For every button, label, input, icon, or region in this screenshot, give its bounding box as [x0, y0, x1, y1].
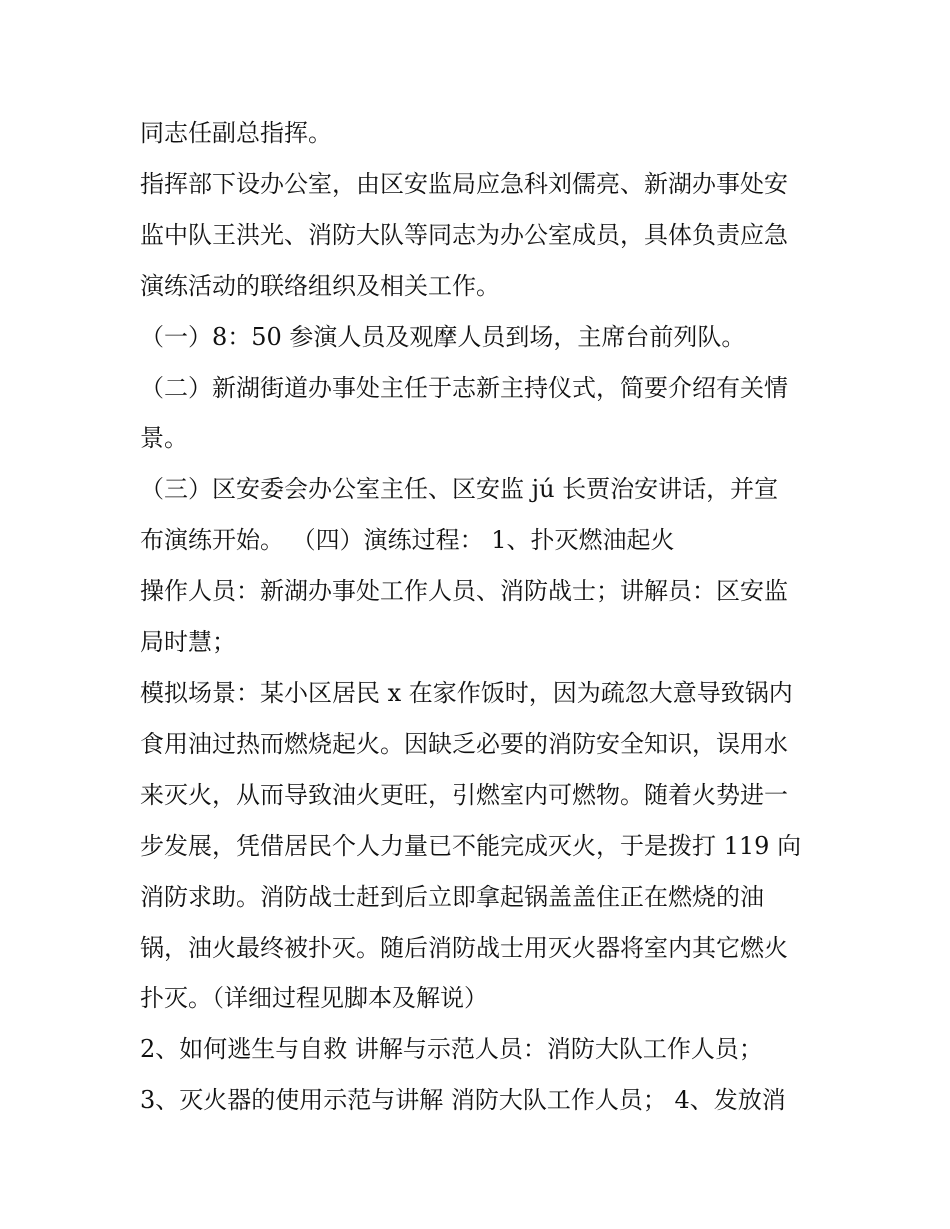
text-line: 消防求助。消防战士赶到后立即拿起锅盖盖住正在燃烧的油	[140, 882, 764, 911]
text-line: 同志任副总指挥。	[140, 119, 332, 147]
text-line: 扑灭。（详细过程见脚本及解说）	[140, 984, 488, 1013]
text-line: （一）8：50 参演人员及观摩人员到场，主席台前列队。	[140, 322, 746, 351]
text-line: 布演练开始。 （四）演练过程： 1、扑灭燃油起火	[140, 526, 675, 555]
text-line: 步发展，凭借居民个人力量已不能完成灭火，于是拨打 119 向	[140, 831, 802, 860]
text-line: 来灭火，从而导致油火更旺，引燃室内可燃物。随着火势进一	[140, 780, 788, 809]
text-line: 食用油过热而燃烧起火。因缺乏必要的消防安全知识，误用水	[140, 729, 788, 758]
text-line: 景。	[140, 424, 188, 453]
text-line: 演练活动的联络组织及相关工作。	[140, 271, 500, 300]
text-line: 局时慧；	[140, 628, 236, 657]
text-line: 监中队王洪光、消防大队等同志为办公室成员，具体负责应急	[140, 220, 788, 249]
text-line: 操作人员：新湖办事处工作人员、消防战士；讲解员：区安监	[140, 577, 788, 606]
text-line: 模拟场景：某小区居民 x 在家作饭时，因为疏忽大意导致锅内	[140, 678, 793, 707]
text-line: （二）新湖街道办事处主任于志新主持仪式，简要介绍有关情	[140, 373, 788, 402]
text-line: 2、如何逃生与自救 讲解与示范人员：消防大队工作人员；	[140, 1035, 763, 1064]
document-body	[140, 108, 830, 1126]
text-line: 指挥部下设办公室，由区安监局应急科刘儒亮、新湖办事处安	[140, 169, 788, 198]
text-line: 3、灭火器的使用示范与讲解 消防大队工作人员； 4、发放消	[140, 1086, 786, 1115]
text-line: （三）区安委会办公室主任、区安监 jú 长贾治安讲话，并宣	[140, 475, 779, 504]
text-line: 锅，油火最终被扑灭。随后消防战士用灭火器将室内其它燃火	[140, 933, 788, 962]
